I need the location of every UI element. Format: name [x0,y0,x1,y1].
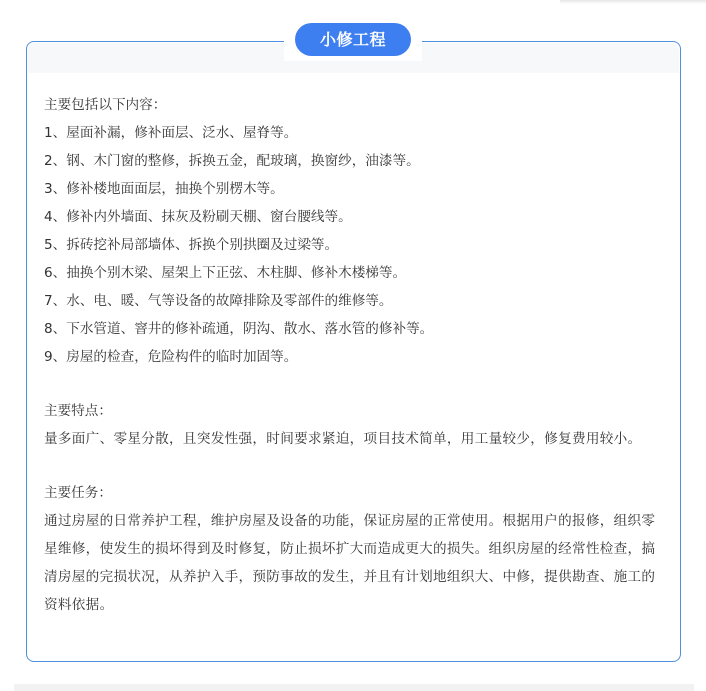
page-title: 小修工程 [295,23,411,56]
paragraph: 量多面广、零星分散，且突发性强，时间要求紧迫，项目技术简单，用工量较少，修复费用较小。 [44,431,642,447]
list-item: 8、下水管道、窨井的修补疏通，阴沟、散水、落水管的修补等。 [44,321,434,337]
content-body [44,91,669,619]
list-item: 5、拆砖挖补局部墙体、拆换个别拱圈及过梁等。 [44,237,339,253]
list-item: 4、修补内外墙面、抹灰及粉刷天棚、窗台腰线等。 [44,209,352,225]
list-item: 1、屋面补漏，修补面层、泛水、屋脊等。 [44,125,298,141]
list-item: 2、钢、木门窗的整修，拆换五金，配玻璃，换窗纱，油漆等。 [44,153,420,169]
paragraph: 通过房屋的日常养护工程，维护房屋及设备的功能，保证房屋的正常使用。根据用户的报修，组织零星维修，使发生的损坏得到及时修复，防止损坏扩大而造成更大的损失。组织房屋的经常性检查，搞清房屋的完损状况，从养护入手，预防事故的发生，并且有计划地组织大、中修，提供勘查、施工的资料依据。 [44,513,656,613]
top-shadow [560,0,706,4]
section-heading: 主要任务： [44,485,112,501]
bottom-bar [14,684,694,691]
section-heading: 主要特点： [44,403,112,419]
list-item: 6、抽换个别木梁、屋架上下正弦、木柱脚、修补木楼梯等。 [44,265,407,281]
list-item: 7、水、电、暖、气等设备的故障排除及零部件的维修等。 [44,293,393,309]
spacer [44,371,669,397]
list-item: 3、修补楼地面面层，抽换个别楞木等。 [44,181,284,197]
list-item: 9、房屋的检查，危险构件的临时加固等。 [44,349,298,365]
spacer [44,453,669,479]
section-heading: 主要包括以下内容： [44,97,167,113]
